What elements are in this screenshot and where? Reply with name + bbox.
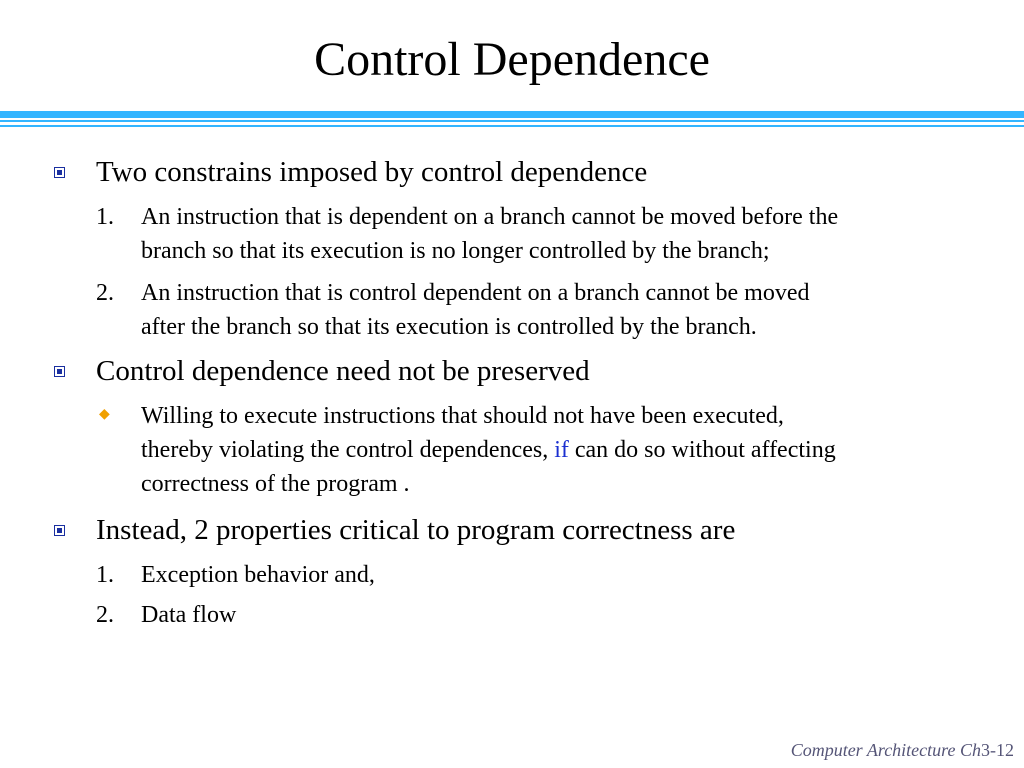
diamond-bullet-icon: ◆ bbox=[99, 407, 110, 422]
list-item-line: An instruction that is dependent on a branch cannot be moved before the bbox=[141, 204, 839, 230]
list-marker: 1. bbox=[96, 562, 114, 588]
text-run: thereby violating the control dependences, bbox=[141, 437, 555, 463]
list-item-line: Data flow bbox=[141, 602, 237, 628]
text-run: can do so without affecting bbox=[568, 437, 836, 463]
square-bullet-icon bbox=[54, 366, 65, 377]
footer-page-number: 3-12 bbox=[981, 740, 1014, 760]
bullet-2-text: Control dependence need not be preserved bbox=[96, 355, 590, 387]
list-item-line: correctness of the program . bbox=[141, 471, 410, 497]
list-marker: 2. bbox=[96, 280, 114, 306]
bullet-3-text: Instead, 2 properties critical to program correctness are bbox=[96, 514, 736, 546]
list-item-line bbox=[141, 433, 836, 467]
highlighted-word: if bbox=[554, 437, 569, 463]
footer-course-name: Computer Architecture Ch bbox=[790, 740, 981, 760]
list-item-line: Willing to execute instructions that should not have been executed, bbox=[141, 403, 784, 429]
list-marker: 1. bbox=[96, 204, 114, 230]
list-item-line: branch so that its execution is no longer controlled by the branch; bbox=[141, 238, 770, 264]
title-divider-thin-2 bbox=[0, 125, 1024, 127]
list-item-line: An instruction that is control dependent on a branch cannot be moved bbox=[141, 280, 810, 306]
title-divider-thick bbox=[0, 111, 1024, 118]
list-item-line: after the branch so that its execution is controlled by the branch. bbox=[141, 314, 757, 340]
square-bullet-icon bbox=[54, 167, 65, 178]
square-bullet-icon bbox=[54, 525, 65, 536]
slide-title: Control Dependence bbox=[314, 33, 710, 86]
list-item-line: Exception behavior and, bbox=[141, 562, 375, 588]
bullet-1-text: Two constrains imposed by control dependence bbox=[96, 156, 648, 188]
list-marker: 2. bbox=[96, 602, 114, 628]
title-divider-thin bbox=[0, 120, 1024, 122]
slide-footer bbox=[791, 739, 1014, 761]
